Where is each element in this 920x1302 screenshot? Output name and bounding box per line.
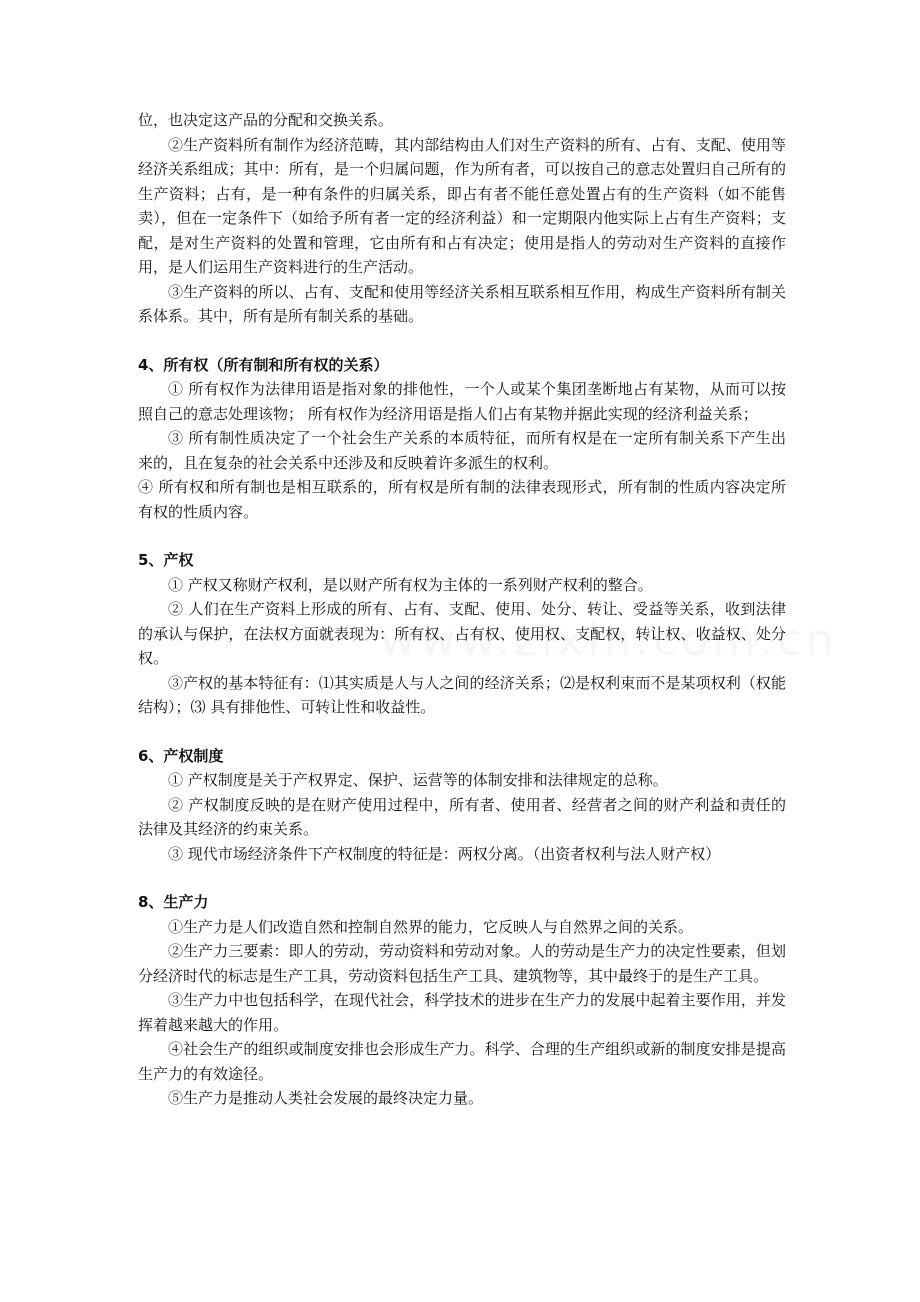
intro-paragraph-1: 位，也决定这产品的分配和交换关系。	[138, 111, 394, 129]
section-paragraph: ③产权的基本特征有：⑴其实质是人与人之间的经济关系；⑵是权利束而不是某项权利（权能结构）；⑶ 具有排他性、可转让性和收益性。	[138, 673, 786, 716]
section-paragraph: ③ 现代市场经济条件下产权制度的特征是：两权分离。（出资者权利与法人财产权）	[168, 844, 721, 863]
section-productivity	[138, 890, 786, 1111]
section-paragraph: ①生产力是人们改造自然和控制自然界的能力，它反映人与自然界之间的关系。	[168, 917, 694, 936]
intro-paragraph-3: ③生产资料的所以、占有、支配和使用等经济关系相互联系相互作用，构成生产资料所有制关系体系。其中，所有是所有制关系的基础。	[138, 282, 786, 325]
section-paragraph: ⑤生产力是推动人类社会发展的最终决定力量。	[168, 1089, 484, 1107]
section-heading: 5、产权	[138, 551, 194, 569]
section-property-system	[138, 744, 786, 867]
section-paragraph: ① 产权又称财产权利，是以财产所有权为主体的一系列财产权利的整合。	[168, 575, 653, 594]
section-ownership-right	[138, 353, 786, 525]
section-heading: 8、生产力	[138, 893, 209, 911]
section-paragraph: ② 人们在生产资料上形成的所有、占有、支配、使用、处分、转让、受益等关系，收到法律的承认与保护，在法权方面就表现为：所有权、占有权、使用权、支配权，转让权、收益权、处分权。	[138, 600, 786, 667]
section-paragraph: ④社会生产的组织或制度安排也会形成生产力。科学、合理的生产组织或新的制度安排是提高生产力的有效途径。	[138, 1040, 786, 1083]
intro-paragraph-2: ②生产资料所有制作为经济范畴，其内部结构由人们对生产资料的所有、占有、支配、使用等经济关系组成；其中：所有，是一个归属问题，作为所有者，可以按自己的意志处置归自己所有的生产资料；占有，是一种有条件的归属关系，即占有者不能任意处置占有的生产资料（如不能售卖），但在一定条件下（如给予所有者一定的经济利益）和一定期限内他实际上占有生产资料；支配，是对生产资料的处置和管理，它由所有和占有决定；使用是指人的劳动对生产资料的直接作用，是人们运用生产资料进行的生产活动。	[138, 135, 786, 276]
section-paragraph: ②生产力三要素：即人的劳动，劳动资料和劳动对象。人的劳动是生产力的决定性要素，但划分经济时代的标志是生产工具，劳动资料包括生产工具、建筑物等，其中最终于的是生产工具。	[138, 942, 786, 985]
section-heading: 4、所有权（所有制和所有权的关系）	[138, 355, 389, 374]
section-paragraph: ④ 所有权和所有制也是相互联系的，所有权是所有制的法律表现形式，所有制的性质内容决定所有权的性质内容。	[138, 478, 786, 521]
section-paragraph: ③生产力中也包括科学，在现代社会，科学技术的进步在生产力的发展中起着主要作用，并发挥着越来越大的作用。	[138, 991, 786, 1034]
section-property-right	[138, 548, 786, 720]
document-body	[138, 108, 786, 1111]
section-heading: 6、产权制度	[138, 746, 224, 765]
section-paragraph: ② 产权制度反映的是在财产使用过程中，所有者、使用者、经营者之间的财产利益和责任的法律及其经济的约束关系。	[138, 795, 786, 838]
section-paragraph: ③ 所有制性质决定了一个社会生产关系的本质特征，而所有权是在一定所有制关系下产生出来的，且在复杂的社会关系中还涉及和反映着许多派生的权利。	[138, 429, 786, 472]
section-paragraph: ① 产权制度是关于产权界定、保护、运营等的体制安排和法律规定的总称。	[168, 771, 668, 789]
section-paragraph: ① 所有权作为法律用语是指对象的排他性，一个人或某个集团垄断地占有某物，从而可以按照自己的意志处理该物； 所有权作为经济用语是指人们占有某物并据此实现的经济利益关系；	[138, 380, 786, 423]
